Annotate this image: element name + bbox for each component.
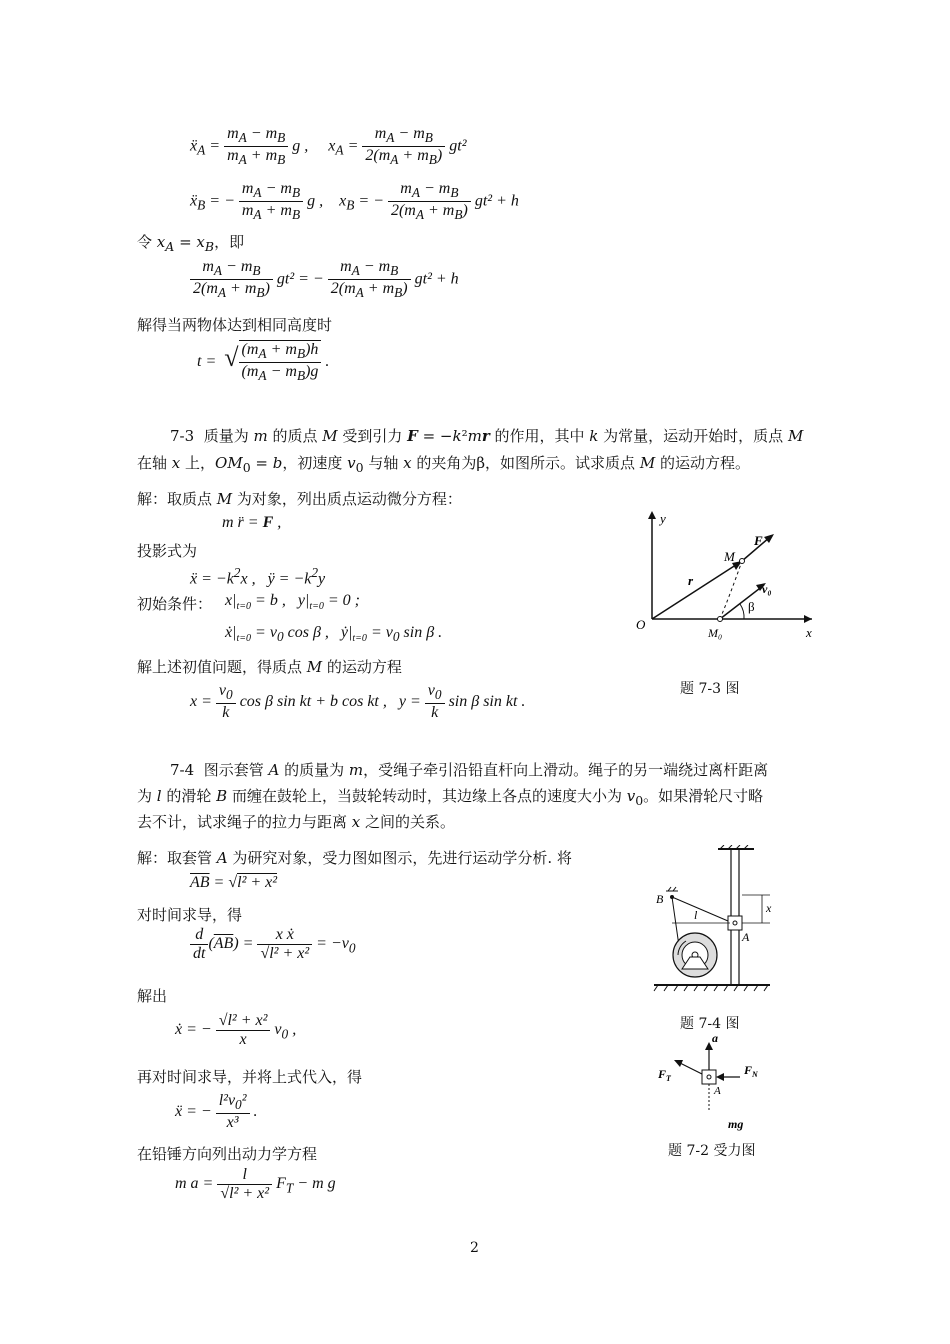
fig73-label-r: r — [688, 573, 694, 588]
figure-free-body — [650, 1030, 780, 1135]
fig73-label-M0: M₀ — [708, 626, 723, 640]
equation-xA: ẍ$_A$ = $\frac{m_A - m_B}{m_A + m_B}$ g , $x_A$ = $\frac{m_A - m_B}{2(m_A + m_B)}$ gt² — [190, 125, 467, 168]
fig73-label-v0: v₀ — [762, 582, 772, 596]
p74-eq-xddot: ẍ = − $\frac{l^2v_0^2}{\text{x³}}$ . — [175, 1092, 258, 1132]
fig73-label-beta: β — [748, 599, 755, 614]
equation-t: t = √ $\frac{(m_A + m_B)h}{(m_A - m_B)g}$ . — [197, 341, 330, 384]
fbd-label-A: A — [714, 1085, 721, 1097]
p73-eq-init2: $ẋ|_{t=0} = v_0$ cos β , $ẏ|_{t=0} = v_0$ sin β . — [225, 624, 443, 645]
fig74-label-l: l — [694, 908, 698, 922]
fbd-label-FT: $F_T$ — [658, 1067, 671, 1083]
p74-text-derive: 对时间求导，得 — [137, 906, 243, 924]
fig73-label-y: y — [660, 511, 666, 526]
p73-solution2: 解上述初值问题，得质点 M 的运动方程 — [137, 658, 402, 676]
p74-eq-dynamics: m a = $\frac{l}{\text{√l² + x²}}$ $F_T - m$ g — [175, 1166, 336, 1202]
figure-7-3 — [630, 505, 820, 650]
p73-eq-motion: x = $\frac{v_0}{k}$ cos β sin kt + b cos kt , y = $\frac{v_0}{k}$ sin β sin kt . — [190, 682, 526, 722]
equation-xB: ẍ$_B$ = − $\frac{m_A - m_B}{m_A + m_B}$ g , $x_B$ = − $\frac{m_A - m_B}{2(m_A + m_B)}$ gt² + h — [190, 180, 519, 223]
caption-free-body: 题 7-2 受力图 — [668, 1143, 756, 1159]
p74-text-dynamics: 在铅锤方向列出动力学方程 — [137, 1145, 318, 1163]
p73-eq-init1: $x|_{t=0} = b$ , $y|_{t=0} = 0$ ; — [225, 592, 360, 613]
p74-solution-intro: 解：取套管 A 为研究对象，受力图如图示，先进行运动学分析. 将 — [137, 849, 572, 867]
equation-equal-height: $\frac{m_A - m_B}{2(m_A + m_B)}$ gt² = − $\frac{m_A - m_B}{2(m_A + m_B)}$ gt² + h — [190, 258, 459, 301]
p74-line3: 去不计，试求绳子的拉力与距离 x 之间的关系。 — [137, 813, 456, 831]
p73-eq-projection: ẍ = $-k^2x$ , ÿ = $-k^2y$ — [190, 565, 326, 588]
fbd-label-mg: mg — [728, 1117, 744, 1131]
p74-text-derive2: 再对时间求导，并将上式代入，得 — [137, 1068, 363, 1086]
text-let: 令 $x_A = x_B$，即 — [137, 233, 245, 254]
fbd-label-FN: $F_N$ — [744, 1063, 758, 1079]
fig73-label-M: M — [724, 549, 735, 564]
p73-solution-intro: 解：取质点 M 为对象，列出质点运动微分方程： — [137, 490, 462, 508]
p74-eq-xdot: ẋ = − $\frac{\text{√l² + x²}}{x}$ $v_0$ , — [175, 1012, 297, 1048]
fig73-label-F: F — [754, 533, 763, 548]
p73-init-label: 初始条件： — [137, 595, 213, 613]
p74-eq-derivative: $\frac{d}{dt}$ $(\overline{AB})$ = $\frac{\text{x ẋ}}{\text{√l² + x²}}$ = $-v_0$ — [190, 926, 356, 963]
p74-line1: 7-4 图示套管 A 的质量为 m，受绳子牵引沿铅直杆向上滑动。绳子的另一端绕过离杆距离 — [170, 761, 769, 779]
text-solve: 解得当两物体达到相同高度时 — [137, 316, 333, 334]
fig74-label-B: B — [656, 892, 664, 906]
p73-line2: 在轴 x 上，$OM_0 = b$，初速度 $v_0$ 与轴 x 的夹角为β，如图所示。试求质点 M 的运动方程。 — [137, 454, 750, 475]
p74-text-solve: 解出 — [137, 987, 168, 1005]
p74-line2: 为 l 的滑轮 B 而缠在鼓轮上，当鼓轮转动时，其边缘上各点的速度大小为 $v_0$。如果滑轮尺寸略 — [137, 787, 764, 808]
caption-fig-7-3: 题 7-3 图 — [680, 681, 740, 697]
p73-eq-newton: m r̈ = F , — [222, 514, 282, 531]
fig73-label-O: O — [636, 617, 646, 632]
caption-fig-7-4: 题 7-4 图 — [680, 1016, 740, 1032]
figure-7-4 — [650, 845, 790, 995]
fig73-label-x: x — [806, 625, 812, 640]
fig74-label-x: x — [766, 901, 772, 915]
fig74-label-A: A — [742, 930, 750, 944]
page-number: 2 — [470, 1240, 479, 1256]
p73-line1: 7-3 质量为 m 的质点 M 受到引力 F = −k²mr 的作用，其中 k 为常量，运动开始时，质点 M — [170, 427, 804, 445]
p73-projection: 投影式为 — [137, 542, 198, 560]
fbd-label-a: a — [712, 1031, 718, 1045]
p74-eq-AB: $\overline{AB} = √l^2 + x^2$ — [190, 874, 278, 891]
